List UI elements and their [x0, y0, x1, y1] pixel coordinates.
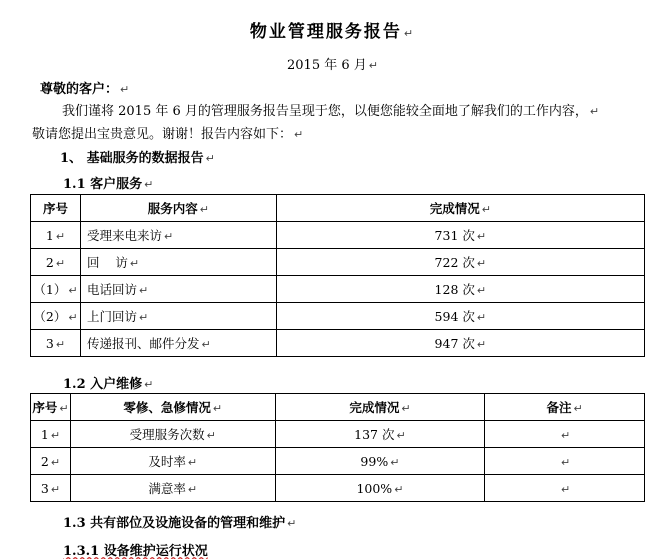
table-cell: 受理服务次数 ↵ [70, 421, 275, 448]
home-repair-table [30, 393, 645, 502]
table-cell: （1） ↵ [31, 276, 81, 303]
table-cell: 及时率 ↵ [70, 448, 275, 475]
table-row [31, 475, 645, 502]
table-row [31, 222, 645, 249]
header-cell: 备注 ↵ [485, 394, 645, 421]
table-row [31, 421, 645, 448]
section-heading-1-1: 1.1 客户服务 ↵ [63, 177, 154, 192]
table-cell: 1 ↵ [31, 421, 71, 448]
table-cell: ↵ [485, 448, 645, 475]
table-header-row [31, 394, 645, 421]
header-cell: 服务内容 ↵ [80, 195, 276, 222]
customer-service-table [30, 194, 645, 357]
table-cell: （2） ↵ [31, 303, 81, 330]
report-date: 2015 年 6 月 ↵ [287, 58, 378, 73]
table-row [31, 448, 645, 475]
table-header-row [31, 195, 645, 222]
table-cell: 2 ↵ [31, 249, 81, 276]
table-cell: 受理来电来访 ↵ [80, 222, 276, 249]
section-heading-1-3: 1.3 共有部位及设施设备的管理和维护 ↵ [63, 516, 297, 531]
table-cell: 594 次 ↵ [276, 303, 644, 330]
table-cell: 947 次 ↵ [276, 330, 644, 357]
table-cell: 137 次 ↵ [275, 421, 485, 448]
intro-line-2: 敬请您提出宝贵意见。谢谢！报告内容如下： ↵ [32, 127, 304, 142]
table-row [31, 303, 645, 330]
header-cell: 完成情况 ↵ [275, 394, 485, 421]
table-cell: 100% ↵ [275, 475, 485, 502]
table-cell: 3 ↵ [31, 475, 71, 502]
table-row [31, 330, 645, 357]
table-cell: 128 次 ↵ [276, 276, 644, 303]
table-cell: 回 访 ↵ [80, 249, 276, 276]
table-cell: 满意率 ↵ [70, 475, 275, 502]
section-heading-1-3-1: 1.3.1 设备维护运行状况 [63, 544, 208, 559]
table-row [31, 249, 645, 276]
header-cell: 完成情况 ↵ [276, 195, 644, 222]
report-title: 物业管理服务报告 ↵ [249, 22, 416, 42]
header-cell: 序号 ↵ [31, 394, 71, 421]
table-cell: ↵ [485, 421, 645, 448]
table-cell: 电话回访 ↵ [80, 276, 276, 303]
intro-line-1: 我们谨将 2015 年 6 月的管理服务报告呈现于您，以便您能较全面地了解我们的工作内容， ↵ [62, 104, 600, 119]
table-cell: 2 ↵ [31, 448, 71, 475]
section-heading-1: 1、 基础服务的数据报告 ↵ [60, 151, 215, 166]
header-cell: 序号 [31, 195, 81, 222]
table-cell: 731 次 ↵ [276, 222, 644, 249]
table-cell: 传递报刊、邮件分发 ↵ [80, 330, 276, 357]
table-cell: ↵ [485, 475, 645, 502]
section-heading-1-2: 1.2 入户维修 ↵ [63, 377, 154, 392]
table-row [31, 276, 645, 303]
table-cell: 722 次 ↵ [276, 249, 644, 276]
table-cell: 1 ↵ [31, 222, 81, 249]
table-cell: 99% ↵ [275, 448, 485, 475]
greeting: 尊敬的客户： ↵ [40, 82, 130, 97]
header-cell: 零修、急修情况 ↵ [70, 394, 275, 421]
table-cell: 3 ↵ [31, 330, 81, 357]
table-cell: 上门回访 ↵ [80, 303, 276, 330]
